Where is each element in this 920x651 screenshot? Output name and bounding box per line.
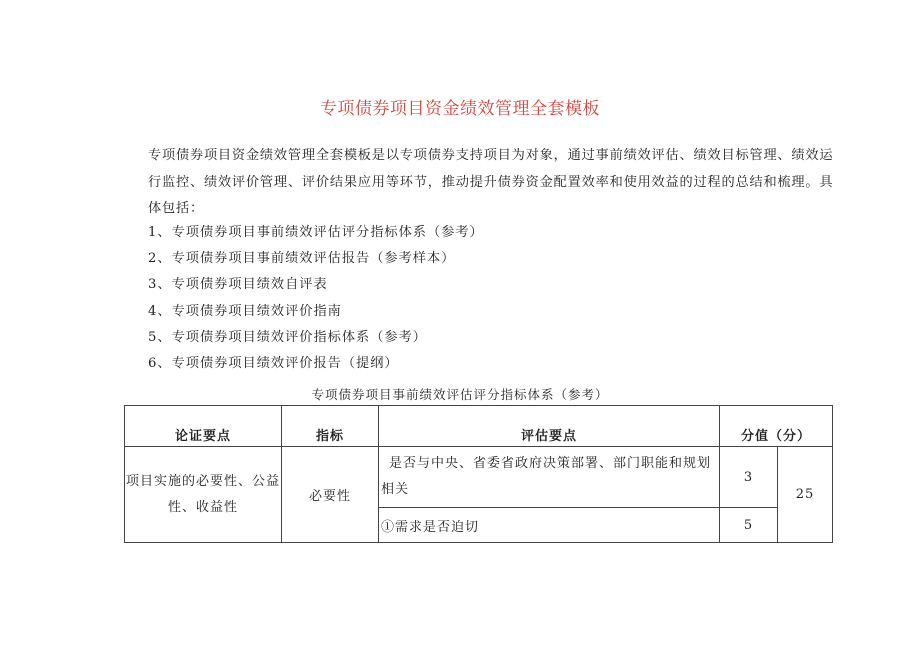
- header-score: 分值（分）: [720, 406, 833, 447]
- indicator-cell: 必要性: [282, 447, 379, 543]
- list-item: 4、专项债券项目绩效评价指南: [148, 303, 342, 319]
- score-cell: 3: [720, 447, 778, 508]
- total-score-cell: 25: [778, 447, 833, 543]
- document-title: 专项债券项目资金绩效管理全套模板: [320, 99, 600, 119]
- criteria-text: 是否与中央、省委省政府决策部署、部门职能和规划相关: [381, 456, 712, 497]
- list-item: 5、专项债券项目绩效评价指标体系（参考）: [148, 329, 427, 345]
- table-header-row: [125, 406, 833, 447]
- list-item: 3、专项债券项目绩效自评表: [148, 277, 328, 293]
- aspect-cell: 项目实施的必要性、公益性、收益性: [125, 447, 282, 543]
- criteria-cell: ①需求是否迫切: [379, 508, 720, 543]
- list-item: 2、专项债券项目事前绩效评估报告（参考样本）: [148, 251, 456, 267]
- contents-list: [148, 220, 484, 377]
- score-cell: 5: [720, 508, 778, 543]
- intro-paragraph: [148, 143, 838, 223]
- criteria-cell: [379, 447, 720, 508]
- list-item: 1、专项债券项目事前绩效评估评分指标体系（参考）: [148, 225, 484, 240]
- list-item: 6、专项债券项目绩效评价报告（提纲）: [148, 356, 399, 372]
- header-indicator: 指标: [282, 406, 379, 447]
- header-criteria: 评估要点: [379, 406, 720, 447]
- indicator-table: [124, 405, 833, 543]
- table-caption: 专项债券项目事前绩效评估评分指标体系（参考）: [311, 387, 609, 402]
- intro-text: 专项债券项目资金绩效管理全套模板是以专项债券支持项目为对象，通过事前绩效评估、绩效目标管理、绩效运行监控、绩效评价管理、评价结果应用等环节，推动提升债券资金配置效率和使用效益的过程的总结和梳理。具体包括：: [148, 148, 834, 216]
- table-row: [125, 447, 833, 508]
- header-aspect: 论证要点: [125, 406, 282, 447]
